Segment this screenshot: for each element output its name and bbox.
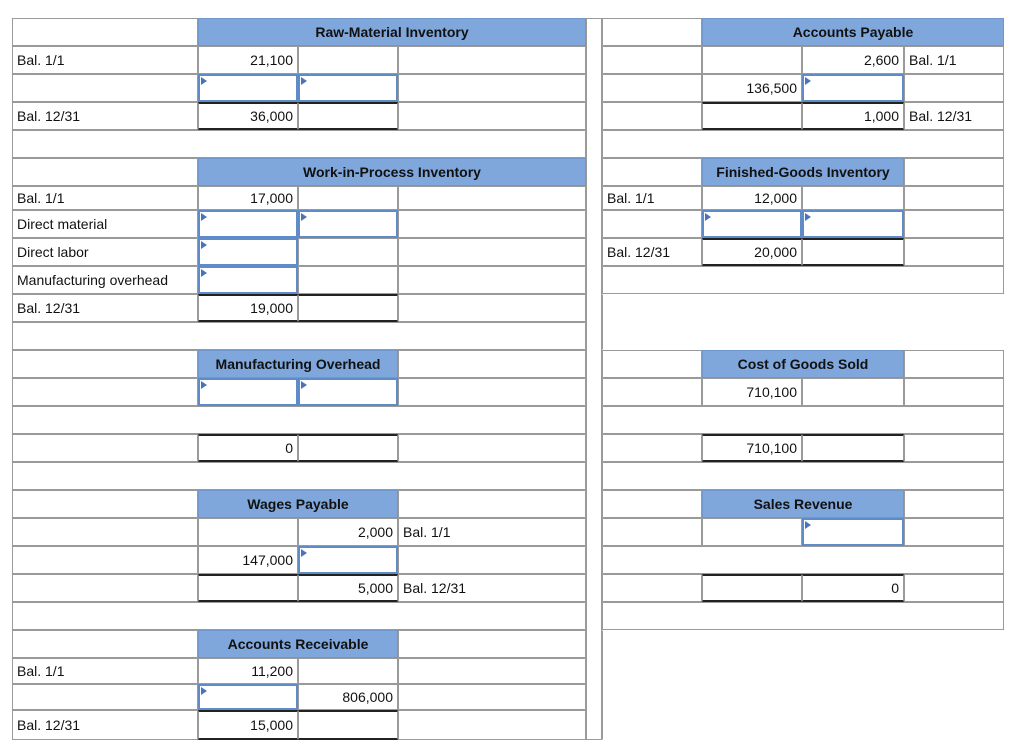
row-label-empty	[12, 546, 198, 574]
blank-area	[602, 630, 1004, 740]
spacer-row	[602, 546, 1004, 574]
row-label-bal-12-31: Bal. 12/31	[12, 710, 198, 740]
row-label-left	[602, 378, 702, 406]
row-label-empty	[602, 490, 702, 518]
row-label-bal-12-31: Bal. 12/31	[12, 102, 198, 130]
row-label-right	[398, 546, 586, 574]
spacer-row	[602, 462, 1004, 490]
row-label-empty	[12, 684, 198, 710]
row-label-bal-12-31: Bal. 12/31	[12, 294, 198, 322]
row-label-right	[398, 102, 586, 130]
row-label-left	[602, 102, 702, 130]
row-label-bal-1-1: Bal. 1/1	[398, 518, 586, 546]
row-label-empty	[398, 350, 586, 378]
wip-direct-labor-input[interactable]	[198, 238, 298, 266]
sales-revenue-credit-input[interactable]	[802, 518, 904, 546]
wip-bal-1-1-credit	[298, 186, 398, 210]
accounts-receivable-bal-1-1-debit: 11,200	[198, 658, 298, 684]
row-label-right	[398, 710, 586, 740]
wip-manufacturing-overhead-input[interactable]	[198, 266, 298, 294]
row-label-right	[904, 574, 1004, 602]
wip-direct-labor-credit	[298, 238, 398, 266]
row-label-empty	[12, 158, 198, 186]
row-label-right	[398, 74, 586, 102]
wages-payable-title: Wages Payable	[198, 490, 398, 518]
row-label-empty	[602, 158, 702, 186]
finished-goods-bal-12-31-credit	[802, 238, 904, 266]
wip-title: Work-in-Process Inventory	[198, 158, 586, 186]
row-label-right	[398, 46, 586, 74]
wages-payable-bal-1-1-credit: 2,000	[298, 518, 398, 546]
row-label-empty	[904, 158, 1004, 186]
row-label-left	[602, 74, 702, 102]
row-label-right	[398, 186, 586, 210]
mfg-overhead-debit-input[interactable]	[198, 378, 298, 406]
row-label-bal-1-1: Bal. 1/1	[12, 46, 198, 74]
mfg-overhead-balance-credit	[298, 434, 398, 462]
accounts-receivable-bal-12-31-debit: 15,000	[198, 710, 298, 740]
row-label-left	[602, 210, 702, 238]
spacer-row	[12, 462, 586, 490]
row-label-bal-12-31: Bal. 12/31	[904, 102, 1004, 130]
accounts-payable-bal-1-1-debit	[702, 46, 802, 74]
row-label-left	[602, 46, 702, 74]
cogs-balance-credit	[802, 434, 904, 462]
wip-direct-material-input[interactable]	[198, 210, 298, 238]
row-label-right	[398, 378, 586, 406]
row-label-left	[602, 518, 702, 546]
row-label-right	[904, 238, 1004, 266]
row-label-right	[398, 434, 586, 462]
row-label-right	[904, 74, 1004, 102]
accounts-receivable-bal-1-1-credit	[298, 658, 398, 684]
raw-material-bal-1-1-debit: 21,100	[198, 46, 298, 74]
row-label-direct-material: Direct material	[12, 210, 198, 238]
accounts-receivable-credit-entry: 806,000	[298, 684, 398, 710]
raw-material-bal-1-1-credit	[298, 46, 398, 74]
wages-payable-bal-12-31-credit: 5,000	[298, 574, 398, 602]
finished-goods-bal-12-31-debit: 20,000	[702, 238, 802, 266]
sales-revenue-title: Sales Revenue	[702, 490, 904, 518]
row-label-left	[602, 574, 702, 602]
row-label-empty	[904, 490, 1004, 518]
row-label-right	[904, 186, 1004, 210]
row-label-empty	[12, 630, 198, 658]
row-label-bal-1-1: Bal. 1/1	[602, 186, 702, 210]
row-label-bal-1-1: Bal. 1/1	[904, 46, 1004, 74]
cogs-title: Cost of Goods Sold	[702, 350, 904, 378]
finished-goods-debit-input[interactable]	[702, 210, 802, 238]
row-label-right	[904, 210, 1004, 238]
row-label-right	[904, 434, 1004, 462]
wages-payable-bal-12-31-debit	[198, 574, 298, 602]
mfg-overhead-title: Manufacturing Overhead	[198, 350, 398, 378]
spacer-row	[12, 130, 586, 158]
sales-revenue-balance-debit	[702, 574, 802, 602]
spacer-row	[602, 266, 1004, 294]
accounts-payable-debit-entry: 136,500	[702, 74, 802, 102]
row-label-empty	[602, 18, 702, 46]
row-label-empty	[12, 74, 198, 102]
row-label-bal-12-31: Bal. 12/31	[398, 574, 586, 602]
accounts-payable-credit-input[interactable]	[802, 74, 904, 102]
accounts-payable-bal-12-31-debit	[702, 102, 802, 130]
sales-revenue-balance: 0	[802, 574, 904, 602]
wages-payable-debit-entry: 147,000	[198, 546, 298, 574]
row-label-direct-labor: Direct labor	[12, 238, 198, 266]
accounts-payable-title: Accounts Payable	[702, 18, 1004, 46]
spacer-row	[12, 406, 586, 434]
accounts-receivable-title: Accounts Receivable	[198, 630, 398, 658]
row-label-right	[398, 210, 586, 238]
row-label-empty	[12, 434, 198, 462]
row-label-right	[904, 518, 1004, 546]
row-label-right	[398, 238, 586, 266]
wip-credit-input[interactable]	[298, 210, 398, 238]
row-label-bal-1-1: Bal. 1/1	[12, 658, 198, 684]
cogs-entry-credit	[802, 378, 904, 406]
row-label-right	[398, 294, 586, 322]
row-label-manufacturing-overhead: Manufacturing overhead	[12, 266, 198, 294]
row-label-bal-12-31: Bal. 12/31	[602, 238, 702, 266]
wip-manufacturing-overhead-credit	[298, 266, 398, 294]
wip-bal-12-31-credit	[298, 294, 398, 322]
accounts-receivable-debit-input[interactable]	[198, 684, 298, 710]
finished-goods-bal-1-1-debit: 12,000	[702, 186, 802, 210]
raw-material-title: Raw-Material Inventory	[198, 18, 586, 46]
finished-goods-credit-input[interactable]	[802, 210, 904, 238]
accounts-receivable-bal-12-31-credit	[298, 710, 398, 740]
accounts-payable-bal-12-31-credit: 1,000	[802, 102, 904, 130]
spacer-row	[12, 602, 586, 630]
finished-goods-bal-1-1-credit	[802, 186, 904, 210]
raw-material-debit-input[interactable]	[198, 74, 298, 102]
spacer-row	[602, 406, 1004, 434]
row-label-empty	[904, 350, 1004, 378]
mfg-overhead-credit-input[interactable]	[298, 378, 398, 406]
row-label-empty	[12, 350, 198, 378]
row-label-right	[398, 658, 586, 684]
mfg-overhead-balance: 0	[198, 434, 298, 462]
wip-bal-1-1-debit: 17,000	[198, 186, 298, 210]
row-label-left	[602, 434, 702, 462]
column-gap	[586, 18, 602, 740]
row-label-right	[398, 266, 586, 294]
wages-payable-credit-input[interactable]	[298, 546, 398, 574]
finished-goods-title: Finished-Goods Inventory	[702, 158, 904, 186]
row-label-bal-1-1: Bal. 1/1	[12, 186, 198, 210]
raw-material-credit-input[interactable]	[298, 74, 398, 102]
raw-material-bal-12-31-credit	[298, 102, 398, 130]
blank-area	[602, 294, 1004, 350]
raw-material-bal-12-31-debit: 36,000	[198, 102, 298, 130]
row-label-empty	[398, 490, 586, 518]
sales-revenue-debit	[702, 518, 802, 546]
spacer-row	[602, 130, 1004, 158]
accounts-payable-bal-1-1-credit: 2,600	[802, 46, 904, 74]
row-label-empty	[398, 630, 586, 658]
row-label-right	[398, 684, 586, 710]
row-label-empty	[12, 490, 198, 518]
row-label-empty	[12, 18, 198, 46]
row-label-empty	[12, 378, 198, 406]
row-label-empty	[602, 350, 702, 378]
row-label-empty	[12, 574, 198, 602]
row-label-empty	[12, 518, 198, 546]
spacer-row	[12, 322, 586, 350]
cogs-entry: 710,100	[702, 378, 802, 406]
cogs-balance: 710,100	[702, 434, 802, 462]
spacer-row	[602, 602, 1004, 630]
row-label-right	[904, 378, 1004, 406]
wages-payable-bal-1-1-debit	[198, 518, 298, 546]
wip-bal-12-31-debit: 19,000	[198, 294, 298, 322]
